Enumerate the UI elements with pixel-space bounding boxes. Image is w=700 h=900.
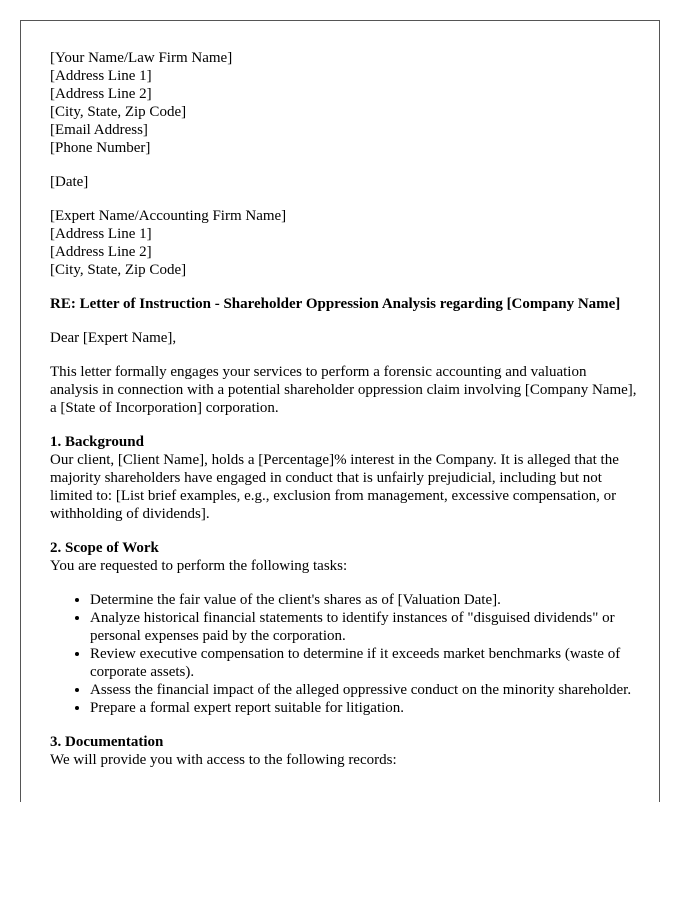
sender-address-line-2: [Address Line 2] bbox=[50, 86, 152, 102]
section-heading: 3. Documentation bbox=[50, 734, 164, 750]
section-text: We will provide you with access to the following records: bbox=[50, 752, 397, 768]
letter-page bbox=[20, 20, 660, 802]
section-scope bbox=[50, 539, 638, 717]
section-text: Our client, [Client Name], holds a [Percentage]% interest in the Company. It is alleged that the majority shareholders have engaged in conduct that is unfairly prejudicial, including but not limited to: [List brief examples, e.g., exclusion from management, excessive compensation, or withholding of dividends]. bbox=[50, 452, 619, 522]
section-documentation bbox=[50, 733, 638, 769]
list-item: • Prepare a formal expert report suitable for litigation. bbox=[90, 699, 638, 717]
sender-address-line-1: [Address Line 1] bbox=[50, 68, 152, 84]
section-text: You are requested to perform the following tasks: bbox=[50, 558, 348, 574]
section-background bbox=[50, 433, 638, 523]
recipient-address-line-1: [Address Line 1] bbox=[50, 226, 152, 242]
letter-content bbox=[50, 49, 638, 769]
recipient-block bbox=[50, 207, 638, 279]
subject-line: RE: Letter of Instruction - Shareholder Oppression Analysis regarding [Company Name] bbox=[50, 296, 621, 312]
section-heading: 2. Scope of Work bbox=[50, 540, 159, 556]
sender-phone: [Phone Number] bbox=[50, 140, 151, 156]
task-list bbox=[50, 591, 638, 717]
recipient-address-line-2: [Address Line 2] bbox=[50, 244, 152, 260]
list-item: • Assess the financial impact of the alleged oppressive conduct on the minority shareholder. bbox=[90, 681, 638, 699]
list-item: • Review executive compensation to determine if it exceeds market benchmarks (waste of corporate assets). bbox=[90, 645, 638, 681]
section-heading: 1. Background bbox=[50, 434, 144, 450]
salutation: Dear [Expert Name], bbox=[50, 330, 177, 346]
list-item: • Determine the fair value of the client's shares as of [Valuation Date]. bbox=[90, 591, 638, 609]
sender-block bbox=[50, 49, 638, 157]
sender-email: [Email Address] bbox=[50, 122, 148, 138]
sender-city-state-zip: [City, State, Zip Code] bbox=[50, 104, 187, 120]
letter-date: [Date] bbox=[50, 174, 89, 190]
recipient-city-state-zip: [City, State, Zip Code] bbox=[50, 262, 187, 278]
list-item: • Analyze historical financial statements to identify instances of "disguised dividends" or personal expenses paid by the corporation. bbox=[90, 609, 638, 645]
intro-paragraph: This letter formally engages your services to perform a forensic accounting and valuation analysis in connection with a potential shareholder oppression claim involving [Company Name], a [State of Incorporation] corporation. bbox=[50, 364, 637, 416]
sender-name: [Your Name/Law Firm Name] bbox=[50, 50, 233, 66]
recipient-name: [Expert Name/Accounting Firm Name] bbox=[50, 208, 287, 224]
